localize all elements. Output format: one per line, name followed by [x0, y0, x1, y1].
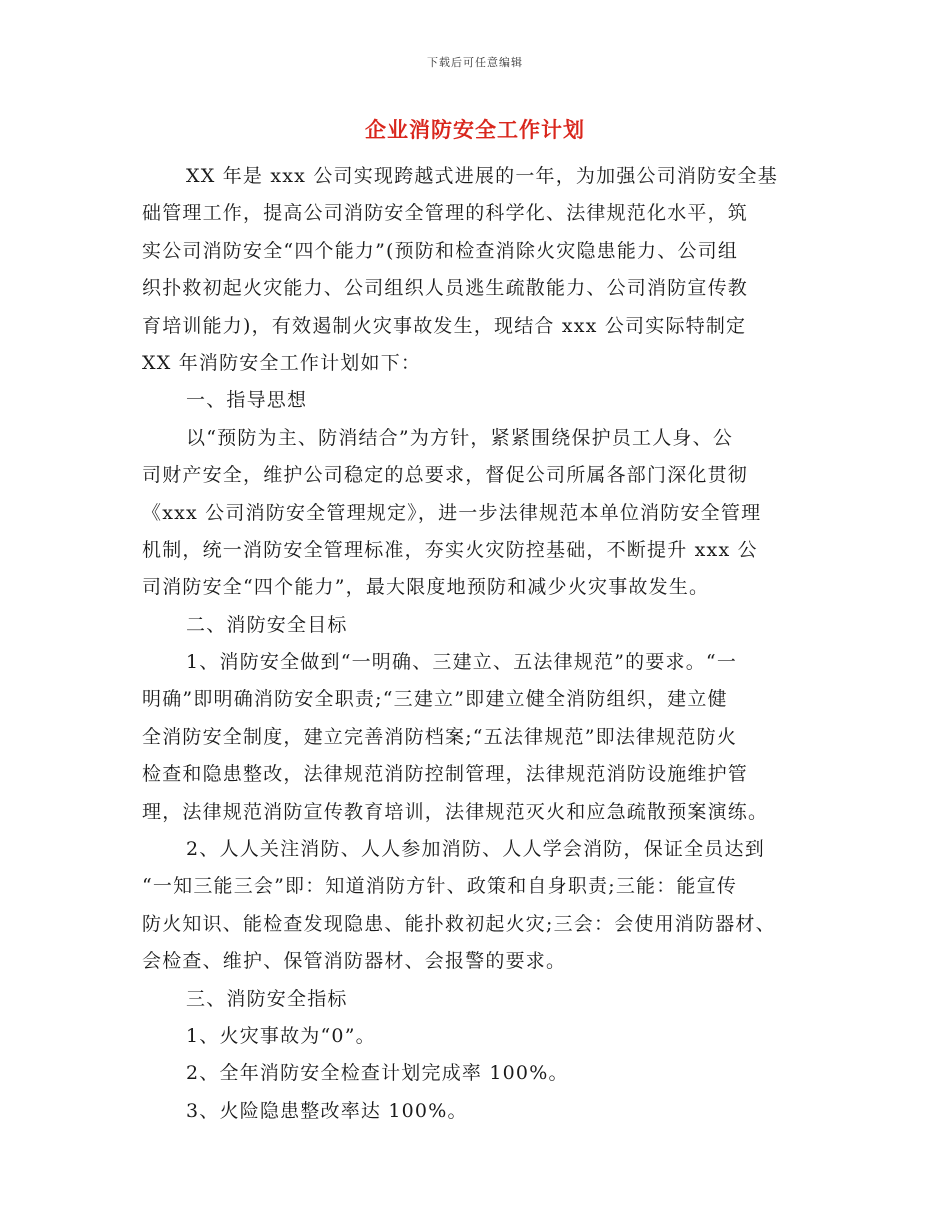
text-line: 二、消防安全目标 [186, 613, 348, 636]
text-line: XX 年消防安全工作计划如下： [142, 351, 422, 374]
text-line: 检查和隐患整改，法律规范消防控制管理，法律规范消防设施维护管 [142, 763, 749, 786]
text-line: 司消防安全“四个能力”，最大限度地预防和减少火灾事故发生。 [142, 576, 710, 599]
text-line: 3、火险隐患整改率达 100%。 [186, 1099, 468, 1122]
text-line: 1、消防安全做到“一明确、三建立、五法律规范”的要求。“一 [186, 651, 738, 674]
document-body [142, 158, 822, 1130]
text-line: 织扑救初起火灾能力、公司组织人员逃生疏散能力、公司消防宣传教 [142, 277, 749, 300]
text-line: 《xxx 公司消防安全管理规定》，进一步法律规范本单位消防安全管理 [142, 501, 762, 524]
text-line: 以“预防为主、防消结合”为方针，紧紧围绕保护员工人身、公 [186, 426, 734, 449]
text-line: 三、消防安全指标 [186, 987, 348, 1010]
text-line: “一知三能三会”即：知道消防方针、政策和自身职责;三能：能宣传 [142, 875, 738, 898]
text-line: 司财产安全，维护公司稳定的总要求，督促公司所属各部门深化贯彻 [142, 464, 749, 487]
text-line: 全消防安全制度，建立完善消防档案;“五法律规范”即法律规范防火 [142, 725, 738, 748]
document-title: 企业消防安全工作计划 [365, 117, 585, 142]
text-line: 2、人人关注消防、人人参加消防、人人学会消防，保证全员达到 [186, 838, 765, 861]
text-line: 育培训能力)，有效遏制火灾事故发生，现结合 xxx 公司实际特制定 [142, 314, 747, 337]
text-line: 2、全年消防安全检查计划完成率 100%。 [186, 1062, 569, 1085]
text-line: 础管理工作，提高公司消防安全管理的科学化、法律规范化水平，筑 [142, 202, 749, 225]
text-line: 机制，统一消防安全管理标准，夯实火灾防控基础，不断提升 xxx 公 [142, 538, 758, 561]
text-line: 一、指导思想 [186, 389, 308, 412]
text-line: 明确”即明确消防安全职责;“三建立”即建立健全消防组织，建立健 [142, 688, 728, 711]
text-line: 会检查、维护、保管消防器材、会报警的要求。 [142, 950, 567, 973]
header-note: 下载后可任意编辑 [427, 56, 523, 69]
text-line: 1、火灾事故为“0”。 [186, 1024, 376, 1047]
text-line: 防火知识、能检查发现隐患、能扑救初起火灾;三会：会使用消防器材、 [142, 912, 776, 935]
text-line: 理，法律规范消防宣传教育培训，法律规范灭火和应急疏散预案演练。 [142, 800, 769, 823]
text-line: 实公司消防安全“四个能力”(预防和检查消除火灾隐患能力、公司组 [142, 239, 739, 262]
text-line: XX 年是 xxx 公司实现跨越式进展的一年，为加强公司消防安全基 [186, 165, 778, 187]
